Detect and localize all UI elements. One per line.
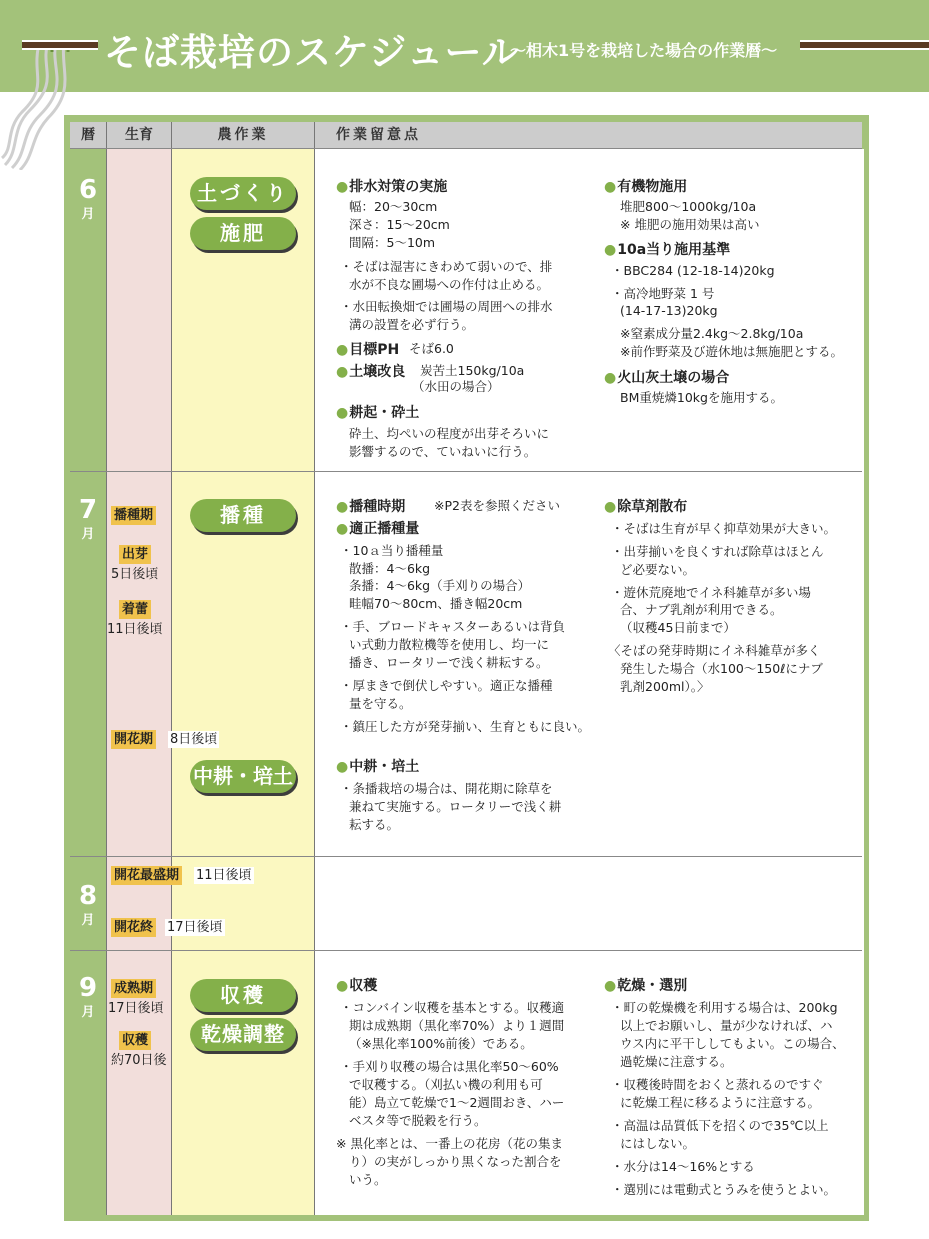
note-heading-ph: ● 目標PH [336, 339, 399, 359]
growth-bud-time: 11日後頃 [107, 622, 163, 637]
header-growth: 生育 [125, 127, 153, 143]
note-text: ・そばは湿害にきわめて弱いので、排 [340, 259, 553, 274]
note-text: ・高温は品質低下を招くので35℃以上 [611, 1118, 829, 1133]
note-text: 合、ナブ乳剤が利用できる。 [620, 602, 783, 617]
calendar-column [70, 149, 106, 1215]
note-text: ・収穫後時間をおくと蒸れるのですぐ [611, 1077, 824, 1092]
grid-line [70, 148, 862, 149]
farm-drying-label: 乾燥調整 [190, 1018, 296, 1051]
note-text: ど必要ない。 [620, 562, 696, 577]
growth-tag-bud: 着蕾 [119, 600, 151, 619]
note-text: BM重焼燐10kgを施用する。 [620, 390, 783, 405]
growth-tag-sowing: 播種期 [111, 506, 156, 525]
farm-cultivation-label: 中耕・培土 [190, 760, 296, 793]
growth-maturity-time: 17日後頃 [108, 1001, 164, 1016]
note-text: 溝の設置を必ず行う。 [349, 317, 475, 332]
note-text: （※黒化率100%前後）である。 [349, 1036, 533, 1051]
note-text: ・遊休荒廃地でイネ科雑草が多い場 [611, 585, 811, 600]
title-rule-left [22, 40, 98, 50]
growth-tag-sprout: 出芽 [119, 545, 151, 564]
grid-line [70, 950, 862, 951]
month-number: 8 [78, 881, 98, 911]
note-heading-herbicide: ● 除草剤散布 [604, 496, 687, 516]
note-text: ・条播栽培の場合は、開花期に除草を [340, 781, 553, 796]
note-heading-cultivation: ● 中耕・培土 [336, 756, 419, 776]
grid-line [106, 122, 107, 1215]
growth-tag-maturity: 成熟期 [111, 979, 156, 998]
title-rule-right [800, 40, 929, 50]
farm-fertilize-label: 施肥 [190, 217, 296, 250]
note-text: 散播：4～6kg [349, 561, 431, 576]
note-text: 畦幅70～80cm、播き幅20cm [349, 596, 523, 611]
note-text: 期は成熟期（黒化率70%）より１週間 [349, 1018, 565, 1033]
note-text: 堆肥800～1000kg/10a [620, 199, 757, 214]
note-text: ・BBC284 (12-18-14)20kg [611, 263, 775, 278]
note-text: 深さ：15～20cm [349, 217, 450, 232]
note-text: 幅：20～30cm [349, 199, 438, 214]
month-unit: 月 [81, 527, 95, 542]
note-text: そば6.0 [409, 341, 454, 356]
note-text: ・水分は14～16%とする [611, 1159, 755, 1174]
note-text: ※P2表を参照ください [434, 498, 560, 513]
note-text: 播き、ロータリーで浅く耕耘する。 [349, 655, 549, 670]
note-text: り）の実がしっかり黒くなった割合を [349, 1154, 562, 1169]
growth-full-bloom-time: 11日後頃 [196, 868, 252, 883]
growth-bloom-end-time: 17日後頃 [167, 920, 223, 935]
grid-line [70, 471, 862, 472]
note-text: 兼ねて実施する。ロータリーで浅く耕 [349, 799, 562, 814]
note-heading-organic: ● 有機物施用 [604, 176, 687, 196]
note-text: 影響するので、ていねいに行う。 [349, 444, 537, 459]
month-number: 9 [78, 973, 98, 1003]
note-text: 砕土、均ぺいの程度が出芽そろいに [349, 426, 550, 441]
grid-line [70, 856, 862, 857]
farm-work-column [172, 149, 314, 1215]
note-text: ※前作野菜及び遊休地は無施肥とする。 [620, 344, 843, 359]
note-text: ・手、ブロードキャスターあるいは背負 [340, 619, 566, 634]
note-text: 以上でお願いし、量が少なければ、ハ [620, 1018, 833, 1033]
note-text: ・鎮圧した方が発芽揃い、生育ともに良い。 [340, 719, 591, 734]
note-heading-volcanic-soil: ● 火山灰土壌の場合 [604, 367, 729, 387]
grid-line [314, 122, 315, 1215]
note-text: 炭苦土150kg/10a [420, 363, 525, 378]
page-subtitle: ～相木1号を栽培した場合の作業暦～ [510, 41, 778, 60]
note-text: 能）島立て乾燥で1～2週間おき、ハー [349, 1095, 565, 1110]
note-text: ・10ａ当り播種量 [340, 543, 444, 558]
growth-harvest-time: 約70日後 [111, 1053, 167, 1068]
growth-tag-flowering: 開花期 [111, 730, 156, 749]
note-text: 間隔：5～10m [349, 235, 436, 250]
note-text: ・高冷地野菜 1 号 [611, 286, 715, 301]
month-september [70, 975, 106, 1020]
note-text: (14-17-13)20kg [620, 303, 718, 318]
month-number: 7 [78, 495, 98, 525]
grid-line [171, 122, 172, 1215]
note-text: 量を守る。 [349, 696, 412, 711]
month-august [70, 883, 106, 928]
note-text: い式動力散粒機等を使用し、均一に [349, 637, 550, 652]
month-july [70, 497, 106, 542]
farm-harvest-label: 収穫 [190, 979, 296, 1012]
note-heading-plowing: ● 耕起・砕土 [336, 402, 419, 422]
growth-sprout-time: 5日後頃 [111, 567, 159, 582]
month-june [70, 177, 106, 222]
page-title: そば栽培のスケジュール [104, 31, 520, 74]
note-heading-soil-improvement: ● 土壌改良 [336, 361, 405, 381]
note-text: ・手刈り収穫の場合は黒化率50～60% [340, 1059, 559, 1074]
header-calendar: 暦 [81, 127, 95, 143]
note-text: 発生した場合（水100～150ℓにナブ [620, 661, 823, 676]
note-text: 〈そばの発芽時期にイネ科雑草が多く [608, 643, 821, 658]
note-heading-drying: ● 乾燥・選別 [604, 975, 687, 995]
note-text: ・選別には電動式とうみを使うとよい。 [611, 1182, 837, 1197]
note-text: ※ 黒化率とは、一番上の花房（花の集ま [336, 1136, 563, 1151]
growth-tag-bloom-end: 開花終 [111, 918, 156, 937]
month-number: 6 [78, 175, 98, 205]
note-text: ・水田転換畑では圃場の周囲への排水 [340, 299, 553, 314]
farm-sowing-label: 播種 [190, 499, 296, 532]
note-heading-drainage: ● 排水対策の実施 [336, 176, 447, 196]
note-text: （収穫45日前まで） [620, 620, 736, 635]
month-unit: 月 [81, 1005, 95, 1020]
farm-soil-prep-label: 土づくり [190, 177, 296, 210]
note-text: 水が不良な圃場への作付は止める。 [349, 277, 550, 292]
note-text: 過乾燥に注意する。 [620, 1054, 733, 1069]
note-text: ※ 堆肥の施用効果は高い [620, 217, 760, 232]
note-text: に乾燥工程に移るように注意する。 [620, 1095, 821, 1110]
note-text: ・厚まきで倒伏しやすい。適正な播種 [340, 678, 553, 693]
note-text: ウス内に平干ししてもよい。この場合、 [620, 1036, 845, 1051]
note-text: ※窒素成分量2.4kg～2.8kg/10a [620, 326, 804, 341]
note-text: いう。 [349, 1172, 387, 1187]
note-heading-fertilizer-standard: ● 10a当り施用基準 [604, 239, 730, 259]
note-text: で収穫する。（刈払い機の利用も可 [349, 1077, 543, 1092]
note-text: にはしない。 [620, 1136, 696, 1151]
note-text: ・町の乾燥機を利用する場合は、200kg [611, 1000, 838, 1015]
note-text: ・出芽揃いを良くすれば除草はほとん [611, 544, 824, 559]
note-text: 乳剤200ml）。〉 [620, 679, 710, 694]
note-heading-seeding-rate: ● 適正播種量 [336, 518, 419, 538]
note-text: ベスタ等で脱穀を行う。 [349, 1113, 487, 1128]
growth-flowering-time: 8日後頃 [170, 732, 218, 747]
month-unit: 月 [81, 913, 95, 928]
note-heading-sowing-time: ● 播種時期 [336, 496, 405, 516]
note-text: ・コンバイン収穫を基本とする。収穫適 [340, 1000, 565, 1015]
growth-tag-full-bloom: 開花最盛期 [111, 866, 182, 885]
header-farm-work: 農作業 [217, 127, 269, 143]
note-text: （水田の場合） [412, 379, 500, 394]
month-unit: 月 [81, 207, 95, 222]
note-text: ・そばは生育が早く抑草効果が大きい。 [611, 521, 837, 536]
note-heading-harvest: ● 収穫 [336, 975, 377, 995]
note-text: 耘する。 [349, 817, 400, 832]
header-notes: 作業留意点 [336, 127, 421, 143]
note-text: 条播：4～6kg（手刈りの場合） [349, 578, 531, 593]
growth-tag-harvest: 収穫 [119, 1031, 151, 1050]
